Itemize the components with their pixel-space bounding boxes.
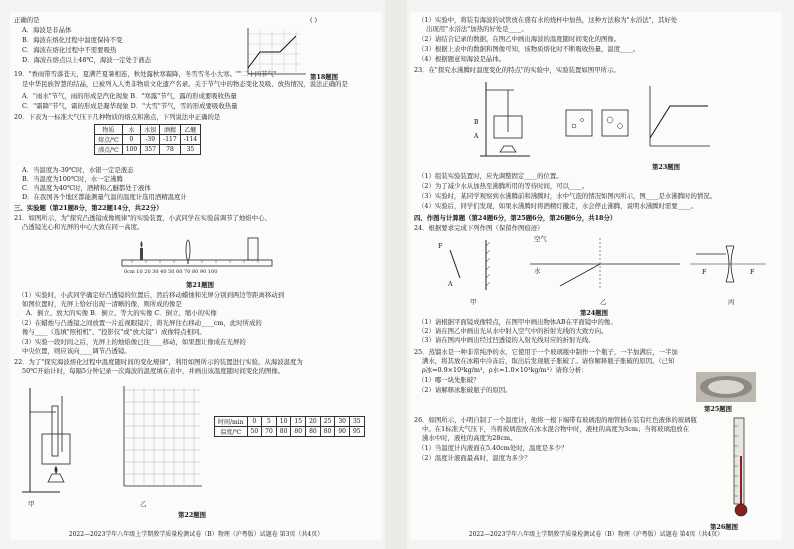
answer-paren: ( )	[310, 16, 318, 24]
q25-stem-3: ρ冰=0.9×10³kg/m³，ρ水=1.0×10³kg/m³）请你分析：	[422, 366, 588, 374]
q19-stem-2: 是中华民族智慧的结晶，已被列入人类非物质文化遗产名录。关于节气中的物态变化及吸、放热情况，说法正确的是	[22, 80, 348, 88]
table-cell: 10	[276, 417, 291, 427]
fig23-label-b: B	[474, 119, 479, 126]
q21-part3-a: （3）实验一段时间之后，光屏上的烛焰像已往____移动，如果想让像成在光屏的	[18, 338, 246, 346]
fig24-label-yi: 乙	[600, 298, 607, 306]
ruler-scale-label: 0cm 10 20 30 40 50 60 70 80 90 100	[124, 269, 218, 275]
table-cell: -117	[160, 135, 180, 145]
table-cell: 乙醚	[180, 125, 200, 135]
q24-part1: （1）请根据平面镜成像特点，在图甲中画出物体AB在平面镜中的像。	[418, 318, 617, 326]
q22-part2: （2）请结合记录的数据，在图乙中画出海波的温度随时间变化的图像。	[418, 35, 621, 43]
table-cell: 时间/min	[215, 417, 248, 427]
fig25-caption: 第25题图	[704, 405, 733, 413]
q23-part4: （4）实验后，同学们发现，如果水沸腾时将酒精灯撤走，水会停止沸腾，说明水沸腾时需要____。	[418, 202, 697, 210]
table-cell: 35	[180, 145, 200, 155]
fig24-label-b: F	[438, 242, 443, 250]
q18-option-d: D．海波在熔点以上48℃，海波一定处于液态	[22, 56, 152, 64]
q26-stem-3: 沸水中时，液柱的高度为28cm。	[422, 434, 517, 442]
table-cell: 15	[291, 417, 306, 427]
q26-part2: （2）温度计液面最高时，温度为多少？	[418, 454, 531, 462]
table-cell: 温度/℃	[215, 427, 248, 437]
fig25-photo	[696, 372, 756, 402]
q21-part2-a: （2）在蜡烛与凸透镜之间放置一片近视眼镜片，将光屏往右移动____cm，此时所成的	[18, 319, 262, 327]
table-cell: 熔点/℃	[95, 135, 123, 145]
fig23-caption: 第23题图	[652, 163, 681, 171]
table-cell: -39	[141, 135, 160, 145]
q19-stem-1: 19．"香雨带雪落苍天，夏满芒夏暑相连，秋处露秋寒霜降，冬雪雪冬小大寒。""二十四节气"	[14, 70, 277, 78]
table-row	[215, 417, 365, 427]
table-cell: 100	[122, 145, 140, 155]
table-cell: 水银	[141, 125, 160, 135]
q22-stem-2: 50℃开始计时，每隔5分钟记录一次海波的温度填在表中，并画出该温度随时间变化的图像。	[22, 367, 285, 375]
q18-tail: 正确的是	[14, 16, 40, 24]
q18-option-a: A．海波是非晶体	[22, 26, 72, 34]
table-cell: 物质	[95, 125, 123, 135]
q20-option-c: C．当温度为40℃时，酒精和乙醚都处于液体	[22, 184, 151, 192]
q23-stem: 23．在"探究水沸腾时温度变化的特点"的实验中，实验装置如图甲所示。	[414, 66, 620, 74]
table-cell: 80	[276, 427, 291, 437]
q22-data-table	[214, 416, 365, 437]
right-page	[410, 12, 782, 540]
table-cell: 5	[262, 417, 277, 427]
fig24-label-f2: F	[750, 268, 755, 276]
fig22-blank-graph	[114, 382, 206, 498]
fig24-label-water: 水	[534, 267, 541, 275]
fig21-caption: 第21题图	[186, 281, 215, 289]
q20-table	[94, 124, 201, 155]
table-cell: 90	[335, 427, 350, 437]
q22-part1-b: 出现用"水浴法"加热的好处是____。	[426, 25, 528, 33]
table-cell: 0	[122, 135, 140, 145]
fig22-caption: 第22题图	[178, 511, 207, 519]
fig24-label-jia: 甲	[470, 298, 477, 306]
right-page-footer: 2022—2023学年八年级上学期教学质量检测试卷（B）物理（沪粤版）试题卷 第4页（共4页）	[468, 531, 724, 538]
table-cell: 70	[262, 427, 277, 437]
q22-stem-1: 22．为了"探究海波熔化过程中温度随时间的变化规律"，利用如图所示的装置进行实验。从海波温度为	[14, 358, 303, 366]
fig24-label-f1: F	[702, 268, 707, 276]
q25-stem-2: 满水，将其放在冰箱中冷冻后，取出后发现瓶子胀破了。请你解释瓶子胀破的原因。（已知	[422, 357, 675, 365]
table-row	[215, 427, 365, 437]
table-cell: 0	[247, 417, 262, 427]
q26-part1: （1）当温度计内液面在5.40cm处时，温度是多少？	[418, 444, 568, 452]
q26-stem-2: 中。在1标准大气压下，当将玻璃泡放在冰水混合物中时，液柱的高度为3cm；当将玻璃泡放在	[422, 425, 690, 433]
q25-stem-1: 25．蒸馏水是一种非常纯净的水，它使用于一个玻璃瓶中制作一个瓶子，一半加满后，一半加	[414, 348, 678, 356]
q21-part1-options: A．倒立、放大的实像 B．倒立、等大的实像 C．倒立、缩小的实像	[26, 309, 217, 317]
q19-options-cd: C．"霜降"节气，霜的形成是凝华现象 D．"大雪"节气，雪的形成要吸收热量	[22, 102, 238, 110]
table-cell: 35	[349, 417, 364, 427]
fig22-apparatus	[20, 382, 90, 498]
q21-part1-a: （1）实验时，小武同学确定好凸透镜的位置后，然后移动蜡烛和光屏分别到两边等距离移动到	[18, 291, 285, 299]
q20-option-d: D．在我国各个地区都能测量气温的温度计选用酒精温度计	[22, 193, 187, 201]
fig24-caption: 第24题图	[580, 309, 609, 317]
q20-option-b: B．当温度为100℃时，水一定沸腾	[22, 175, 123, 183]
table-cell: 80	[306, 427, 321, 437]
q23-part2: （2）为了减少水从加热至沸腾所用的等待时间，可以____。	[418, 182, 589, 190]
q22-part3: （3）根据上表中的数据和图像可知，该物质熔化时不断吸收热量，温度____。	[418, 45, 640, 53]
table-cell: 80	[291, 427, 306, 437]
section-4-heading: 四、作图与计算题（第24题6分，第25题6分，第26题6分，共18分）	[414, 214, 617, 222]
q21-stem-2: 凸透镜光心和光屏的中心大致在同一高度。	[22, 223, 144, 231]
fig24-diagrams	[420, 234, 770, 298]
table-row	[95, 135, 201, 145]
table-cell: 95	[349, 427, 364, 437]
fig18-caption: 第18题图	[310, 73, 339, 81]
table-cell: 50	[247, 427, 262, 437]
q21-part2-b: 像与____（选填"照相机"、"投影仪"或"放大镜"）成像特点相同。	[22, 328, 206, 336]
page-gutter	[385, 0, 407, 549]
table-row	[95, 145, 201, 155]
q20-stem: 20．下表为一标准大气压下几种物质的熔点和沸点，下列说法中正确的是	[14, 113, 221, 121]
fig23-label-a: A	[474, 133, 479, 140]
q24-part3: （3）请在图丙中画出经过凹透镜的入射光线对应的折射光线。	[418, 336, 595, 344]
fig24-label-bing: 丙	[728, 298, 735, 306]
q25-part2: （2）请解释冰胀破瓶子的原因。	[418, 386, 512, 394]
table-cell: 30	[335, 417, 350, 427]
fig23-apparatus	[470, 76, 720, 162]
q21-part3-b: 中央位置，则应该向____调节凸透镜。	[22, 347, 131, 355]
q22-part1-a: （1）实验中，将装有海波的试管放在盛有水的烧杯中加热，这种方法称为"水浴法"，其好处	[418, 16, 678, 24]
table-cell: 78	[160, 145, 180, 155]
table-cell: 水	[122, 125, 140, 135]
fig24-label-a: A	[448, 280, 453, 288]
q23-part1: （1）组装实验装置时，应先调整固定____的位置。	[418, 172, 563, 180]
q21-part1-b: 如图位置时，光屏上恰好出现一清晰的像，则所成的像是	[22, 300, 182, 308]
left-page	[10, 12, 382, 540]
table-cell: 沸点/℃	[95, 145, 123, 155]
table-header-row	[95, 125, 201, 135]
q22-part4: （4）根据题意知海波是晶体。	[418, 55, 506, 63]
table-cell: -114	[180, 135, 200, 145]
q18-option-b: B．海波在熔化过程中温度保持不变	[22, 36, 123, 44]
left-page-footer: 2022—2023学年八年级上学期教学质量检测试卷（B）物理（沪粤版）试题卷 第3页（共4页）	[68, 531, 324, 538]
table-cell: 25	[320, 417, 335, 427]
fig24-label-air: 空气	[534, 235, 547, 243]
q25-part1: （1）哪一块先胀破？	[418, 376, 480, 384]
fig26-caption: 第26题图	[710, 523, 739, 531]
table-cell: 20	[306, 417, 321, 427]
table-cell: 80	[320, 427, 335, 437]
fig22-label-yi: 乙	[140, 500, 147, 508]
fig22-label-jia: 甲	[28, 500, 35, 508]
q24-part2: （2）请在图乙中画出光从水中射入空气中的折射光线的大致方向。	[418, 327, 608, 335]
q23-part3: （3）实验时，某同学观察到水沸腾前和沸腾时，水中气泡的情况如图丙所示，图____是水沸腾时的情况。	[418, 192, 717, 200]
section-3-heading: 三、实验题（第21题8分，第22题14分，共22分）	[14, 204, 163, 212]
q24-stem: 24．根据要求完成下列作图（保留作图痕迹）	[414, 224, 544, 232]
q20-option-a: A．当温度为-39℃时，水银一定是液态	[22, 166, 134, 174]
table-cell: 357	[141, 145, 160, 155]
table-cell: 酒精	[160, 125, 180, 135]
q26-stem-1: 26．如图所示，小明自制了一个温度计，他将一根下端带有玻璃泡的细管插在装有红色液体的玻璃瓶	[414, 416, 697, 424]
q21-stem-1: 21．如图所示，为"探究凸透镜成像规律"的实验装置，小武同学在实验前调节了烛焰中心、	[14, 214, 271, 222]
fig26-thermometer	[726, 416, 752, 520]
q19-options-ab: A．"雨水"节气，雨的形成是汽化现象 B．"寒露"节气，露的形成要吸收热量	[22, 92, 237, 100]
q18-option-c: C．海波在熔化过程中不需要吸热	[22, 46, 117, 54]
